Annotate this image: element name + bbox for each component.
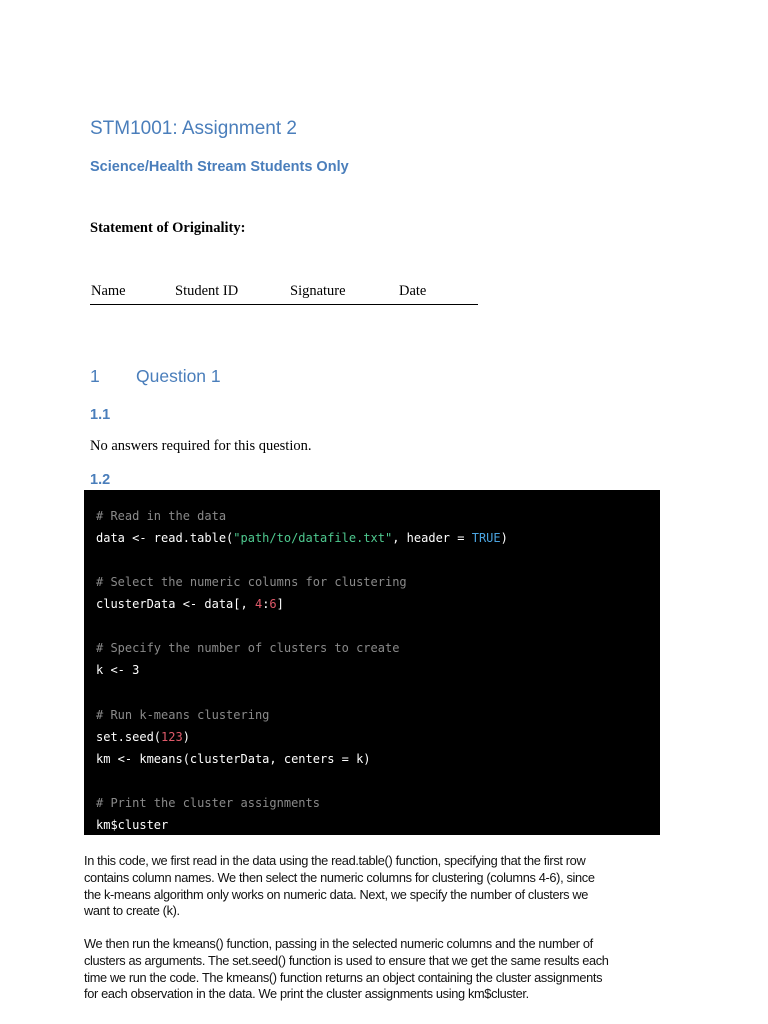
text-line: We then run the kmeans() function, passing in the selected numeric columns and the number of <box>84 936 593 951</box>
subsection-heading-1-2: 1.2 <box>90 472 111 488</box>
code-token: ) <box>182 730 190 744</box>
text-line: for each observation in the data. We print the cluster assignments using km$cluster. <box>84 986 529 1002</box>
code-line: k <- 3 <box>96 663 140 677</box>
code-token: ] <box>276 597 284 611</box>
originality-table <box>90 283 478 305</box>
subsection-1-1-text: No answers required for this question. <box>90 438 312 454</box>
column-header-date: Date <box>399 283 427 299</box>
code-token: ) <box>500 531 508 545</box>
code-line: km <- kmeans(clusterData, centers = k) <box>96 752 371 766</box>
subsection-heading-1-1: 1.1 <box>90 407 111 423</box>
code-block <box>84 490 660 835</box>
explanation-paragraph-2 <box>84 936 674 1003</box>
column-header-signature: Signature <box>290 283 346 299</box>
column-header-name: Name <box>91 283 126 299</box>
code-comment: # Specify the number of clusters to create <box>96 641 400 655</box>
text-line: clusters as arguments. The set.seed() function is used to ensure that we get the same results each <box>84 952 609 968</box>
code-comment: # Read in the data <box>96 509 227 523</box>
document-title: STM1001: Assignment 2 <box>90 118 297 139</box>
text-line: the k-means algorithm only works on numeric data. Next, we specify the number of clusters we <box>84 886 589 902</box>
explanation-paragraph-1 <box>84 853 674 920</box>
code-number: 6 <box>269 597 277 611</box>
code-line <box>96 730 190 744</box>
code-token: set.seed( <box>96 730 162 744</box>
code-token: data <- read.table( <box>96 531 234 545</box>
code-line: km$cluster <box>96 818 169 832</box>
code-token: clusterData <- data[, <box>96 597 255 611</box>
code-number: 4 <box>254 597 263 611</box>
code-comment: # Select the numeric columns for clustering <box>96 575 407 589</box>
text-line: want to create (k). <box>84 903 180 919</box>
code-string: "path/to/datafile.txt" <box>233 531 393 545</box>
document-subtitle: Science/Health Stream Students Only <box>90 159 349 175</box>
code-line <box>96 531 508 545</box>
code-number: 123 <box>161 730 183 744</box>
code-line <box>96 597 284 611</box>
code-token: : <box>262 597 270 611</box>
column-header-student-id: Student ID <box>175 283 239 299</box>
code-comment: # Run k-means clustering <box>96 708 270 722</box>
text-line: time we run the code. The kmeans() function returns an object containing the cluster assignments <box>84 969 603 985</box>
section-number: 1 <box>90 366 100 386</box>
code-token: , header = <box>392 531 472 545</box>
section-title: Question 1 <box>136 366 221 386</box>
statement-of-originality-label: Statement of Originality: <box>90 220 246 236</box>
text-line: In this code, we first read in the data using the read.table() function, specifying that the first row <box>84 853 586 868</box>
code-keyword: TRUE <box>471 531 501 545</box>
code-comment: # Print the cluster assignments <box>96 796 320 810</box>
text-line: contains column names. We then select the numeric columns for clustering (columns 4-6), since <box>84 869 595 885</box>
